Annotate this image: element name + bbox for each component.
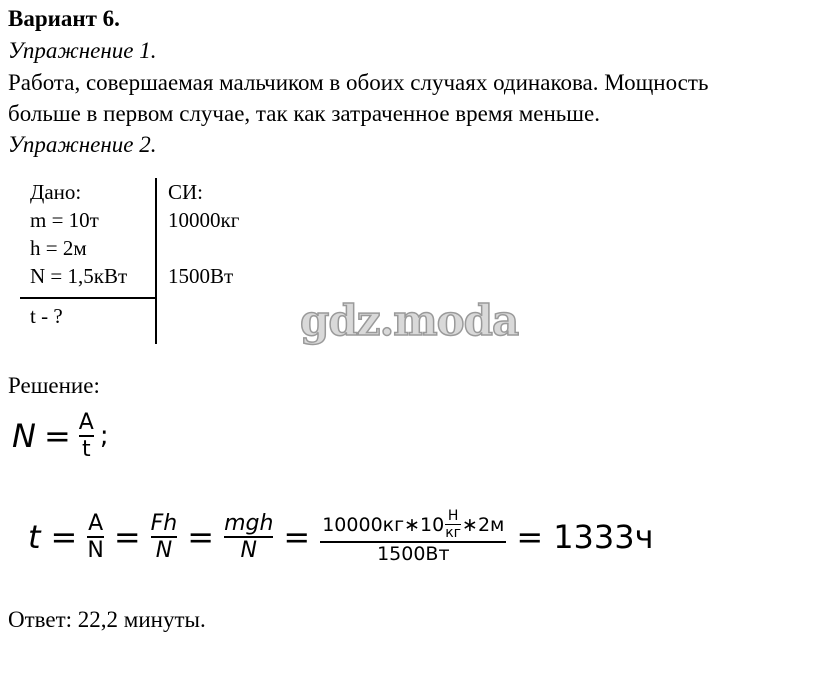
- si-mass: 10000кг: [168, 208, 240, 232]
- watermark-logo: gdz.moda: [300, 296, 519, 345]
- fraction-numeric: [320, 508, 506, 565]
- page-title: Вариант 6.: [8, 6, 120, 31]
- fraction-mgh-n: [224, 511, 273, 563]
- given-power: N = 1,5кВт: [30, 264, 128, 288]
- formula2-eq2: =: [113, 517, 141, 556]
- formula2-t: t: [28, 517, 41, 556]
- fraction-fh-n: [151, 511, 178, 563]
- given-height: h = 2м: [30, 236, 87, 260]
- fraction-a-n: [87, 511, 103, 563]
- fraction-fh-n-den: N: [155, 537, 173, 563]
- fraction-a-n-num: A: [88, 510, 104, 536]
- find-variable: t - ?: [30, 304, 63, 328]
- fraction-fh-n-num: Fh: [150, 510, 178, 536]
- formula1-eq: =: [43, 417, 71, 455]
- table-divider: [20, 297, 156, 299]
- formula1-den: t: [81, 437, 91, 462]
- fraction-mgh-n-den: N: [240, 537, 257, 563]
- exercise1-line2: больше в первом случае, так как затраченное время меньше.: [8, 101, 600, 126]
- fraction-mgh-n-num: mgh: [224, 510, 274, 536]
- fraction-a-n-den: N: [87, 537, 104, 563]
- answer-line: Ответ: 22,2 минуты.: [8, 607, 206, 632]
- formula-time: [28, 508, 654, 565]
- given-mass: m = 10т: [30, 208, 99, 232]
- fraction-numeric-num: [320, 508, 506, 541]
- unit-den: кг: [445, 525, 462, 541]
- formula2-eq5: =: [516, 517, 544, 556]
- exercise1-line1: Работа, совершаемая мальчиком в обоих случаях одинакова. Мощность: [8, 70, 709, 95]
- given-label: Дано:: [30, 180, 82, 204]
- unit-fraction: [445, 508, 461, 541]
- fraction-numeric-den: 1500Вт: [377, 543, 450, 565]
- formula1-fraction: [79, 410, 94, 462]
- numeric-num-part1: 10000кг∗10: [322, 513, 445, 536]
- exercise2-heading: Упражнение 2.: [8, 132, 157, 157]
- numeric-num-part2: ∗2м: [462, 513, 505, 536]
- formula2-eq1: =: [50, 517, 78, 556]
- si-label: СИ:: [168, 180, 204, 204]
- formula1-tail: ;: [99, 421, 109, 451]
- formula-power: [12, 410, 109, 462]
- formula2-eq3: =: [187, 517, 215, 556]
- formula1-num: A: [78, 410, 94, 435]
- unit-num: Н: [447, 508, 459, 524]
- exercise1-heading: Упражнение 1.: [8, 38, 157, 63]
- solution-label: Решение:: [8, 373, 100, 398]
- formula2-result: 1333ч: [553, 517, 654, 556]
- table-column-divider: [155, 178, 157, 344]
- si-power: 1500Вт: [168, 264, 234, 288]
- formula1-lhs: N: [12, 417, 36, 455]
- formula2-eq4: =: [283, 517, 311, 556]
